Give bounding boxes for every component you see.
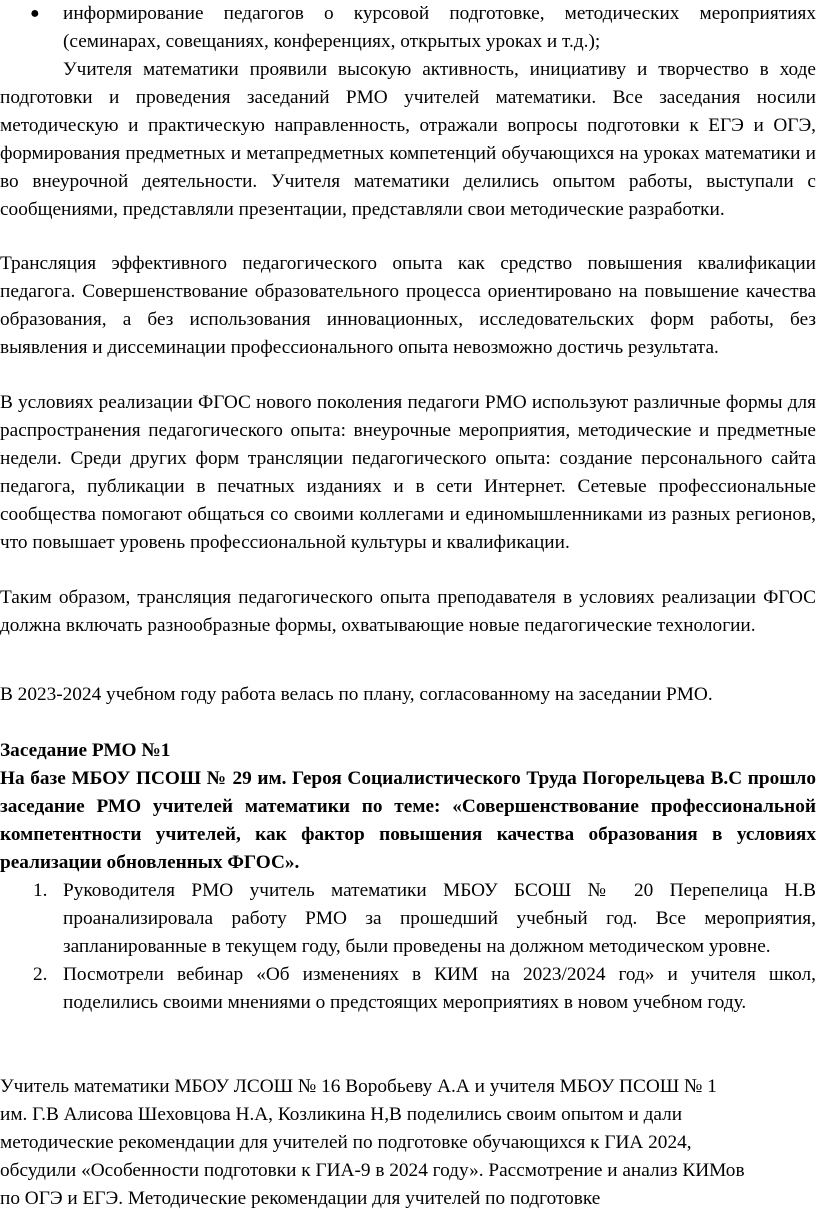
closing-line: методические рекомендации для учителей по подготовке обучающихся к ГИА 2024,	[0, 1132, 692, 1154]
paragraph-activity: Учителя математики проявили высокую активность, инициативу и творчество в ходе подготовки и проведения заседаний РМО учителей математики. Все заседания носили методическую и практическую направленность, отражали вопросы подготовки к ЕГЭ и ОГЭ, формирования предметных и метапредметных компетенций обучающихся на уроках математики и во внеурочной деятельности. Учителя математики делились опытом работы, выступали с сообщениями, представляли презентации, представляли свои методические разработки.	[0, 59, 816, 221]
list-number: 2.	[33, 964, 48, 986]
meeting-heading: Заседание РМО №1	[0, 740, 171, 761]
paragraph-translation: Трансляция эффективного педагогического опыта как средство повышения квалификации педагога. Совершенствование образовательного процесса ориентировано на повышение качества образования, а без использования инновационных, исследовательских форм работы, без выявления и диссеминации профессионального опыта невозможно достичь результата.	[0, 253, 816, 359]
list-number: 1.	[33, 880, 48, 901]
list-item	[0, 0, 816, 56]
closing-paragraph	[0, 1073, 816, 1213]
paragraph-conclusion: Таким образом, трансляция педагогического опыта преподавателя в условиях реализации ФГОС должна включать разнообразные формы, охватывающие новые педагогические технологии.	[0, 587, 816, 637]
list-item	[0, 961, 816, 1017]
closing-line: Учитель математики МБОУ ЛСОШ № 16 Воробьеву А.А и учителя МБОУ ПСОШ № 1	[0, 1076, 717, 1097]
closing-line: обсудили «Особенности подготовки к ГИА-9 в 2024 году». Рассмотрение и анализ КИМов	[0, 1160, 745, 1182]
paragraph-plan: В 2023-2024 учебном году работа велась по плану, согласованному на заседании РМО.	[0, 684, 713, 705]
meeting-items-list	[0, 877, 816, 1017]
list-item-text: Руководителя РМО учитель математики МБОУ БСОШ № 20 Перепелица Н.В проанализировала работу РМО за прошедший учебный год. Все мероприятия, запланированные в текущем году, были проведены на должном методическом уровне.	[63, 880, 816, 958]
closing-line: им. Г.В Алисова Шеховцова Н.А, Козликина Н,В поделились своим опытом и дали	[0, 1104, 683, 1126]
list-item-text: информирование педагогов о курсовой подготовке, методических мероприятиях (семинарах, совещаниях, конференциях, открытых уроках и т.д.);	[63, 3, 816, 53]
bullet-marker: ●	[30, 5, 40, 22]
paragraph-fgos: В условиях реализации ФГОС нового поколения педагоги РМО используют различные формы для распространения педагогического опыта: внеурочные мероприятия, методические и предметные недели. Среди других форм трансляции педагогического опыта: создание персонального сайта педагога, публикации в печатных изданиях и в сети Интернет. Сетевые профессиональные сообщества помогают общаться со своими коллегами и единомышленниками из разных регионов, что повышает уровень профессиональной культуры и квалификации.	[0, 392, 816, 554]
closing-line: по ОГЭ и ЕГЭ. Методические рекомендации для учителей по подготовке	[0, 1188, 601, 1210]
list-item	[0, 877, 816, 961]
list-item-text: Посмотрели вебинар «Об изменениях в КИМ на 2023/2024 год» и учителя школ, поделились своими мнениями о предстоящих мероприятиях в новом учебном году.	[63, 964, 816, 1014]
bullet-list	[0, 0, 816, 56]
meeting-intro: На базе МБОУ ПСОШ № 29 им. Героя Социалистического Труда Погорельцева В.С прошло заседание РМО учителей математики по теме: «Совершенствование профессиональной компетентности учителей, как фактор повышения качества образования в условиях реализации обновленных ФГОС».	[0, 768, 816, 874]
